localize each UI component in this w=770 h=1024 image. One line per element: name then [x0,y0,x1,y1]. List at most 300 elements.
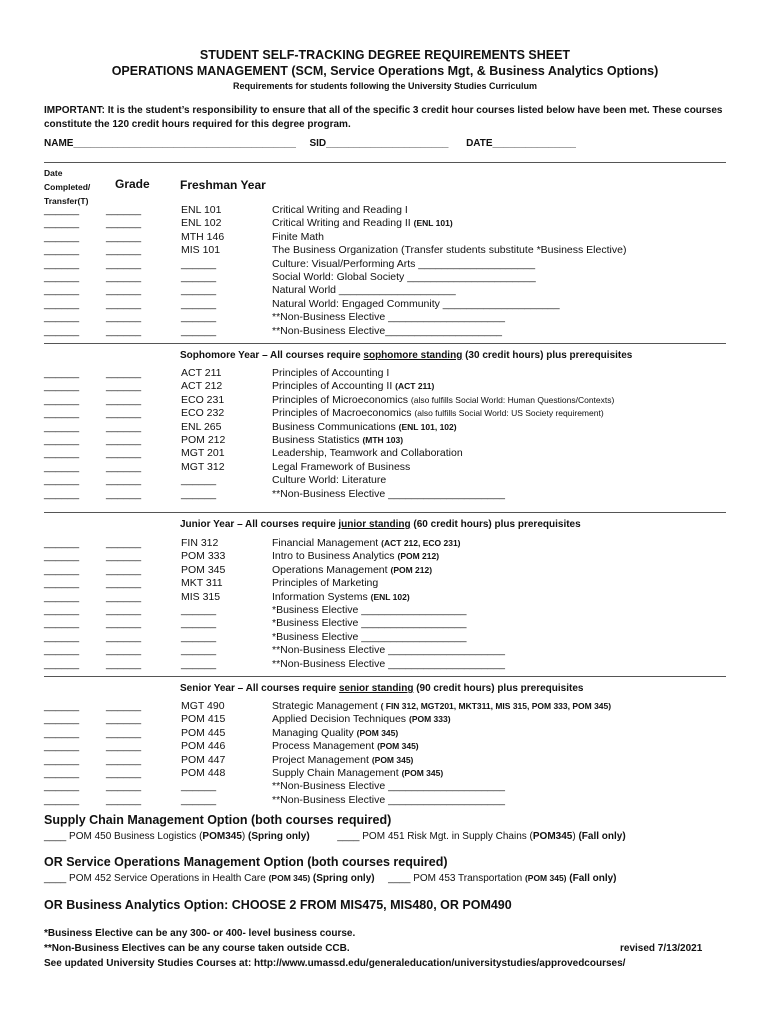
course-prereq: (ACT 212, ECO 231) [381,538,461,548]
date-completed-blank[interactable]: ______ [44,420,80,433]
course-title [272,407,604,420]
course-code: ACT 212 [181,380,223,393]
course-title-text: **Non-Business Elective ____________________ [272,644,505,657]
date-completed-blank[interactable]: ______ [44,644,80,657]
course-text: POM 450 Business Logistics ( [66,831,203,842]
course-title [272,244,626,257]
course-text: ) [572,831,579,842]
grade-blank[interactable]: ______ [106,550,142,563]
grade-blank[interactable]: ______ [106,657,142,670]
course-code: ______ [181,257,217,270]
course-title-text: Culture World: Literature [272,474,387,487]
course-code: ______ [181,793,217,806]
course-code: ______ [181,311,217,324]
course-row [0,474,770,487]
course-row [0,658,770,671]
course-code: MGT 490 [181,700,225,712]
course-title [272,380,434,393]
date-completed-blank[interactable]: ______ [44,367,80,379]
date-completed-blank[interactable]: ______ [44,604,80,616]
section-title-standing: senior standing [338,683,414,694]
divider [44,676,726,677]
course-row [0,244,770,257]
date-completed-blank[interactable]: ______ [44,563,80,576]
section-title-text: (30 credit hours) plus prerequisites [462,350,633,361]
course-code: ENL 101 [181,204,222,216]
course-title-text: Legal Framework of Business [272,460,411,473]
course-code: ______ [181,324,217,337]
course-title-text: *Business Elective __________________ [272,604,467,616]
course-row [0,284,770,297]
student-info-line [44,138,576,149]
course-code: ______ [181,297,217,310]
section-title-text: Junior Year – All courses require [180,519,339,530]
date-header-line: Date [44,168,63,178]
date-completed-blank[interactable]: ______ [44,244,80,257]
course-title-text: Critical Writing and Reading I [272,204,408,216]
course-prereq: (POM 345) [356,727,399,738]
grade-blank[interactable]: ______ [106,577,142,590]
course-row [0,434,770,447]
course-prereq: (POM 345) [524,873,567,883]
course-prereq: (ACT 211) [395,381,435,392]
date-field[interactable]: DATE_______________ [466,138,576,149]
course-text: POM 452 Service Operations in Health Care [66,873,269,884]
course-row [0,204,770,217]
course-title-text: Operations Management [272,563,391,576]
course-title-text: Supply Chain Management [272,767,402,779]
date-completed-blank[interactable]: ______ [44,740,80,753]
course-code: ______ [181,271,217,283]
course-title-text: Strategic Management [272,700,381,712]
course-row [0,564,770,577]
course-title-text: Natural World ____________________ [272,284,456,297]
grade-blank[interactable]: ______ [106,204,142,216]
grade-blank[interactable]: ______ [106,767,142,779]
date-completed-blank[interactable]: ______ [44,407,80,420]
pom453-checkbox[interactable]: ____ [388,873,411,884]
course-prereq: ( FIN 312, MGT201, MKT311, MIS 315, POM 333, POM 345) [380,701,612,711]
course-title-text: Finite Math [272,230,324,243]
date-completed-blank[interactable]: ______ [44,380,80,393]
course-row [0,713,770,726]
course-title-text: Applied Decision Techniques [272,713,409,726]
course-row [0,700,770,713]
course-title-text: Financial Management [272,537,382,549]
course-row [0,591,770,604]
date-completed-blank[interactable]: ______ [44,311,80,324]
course-title [272,658,505,671]
course-prereq: (ENL 101, 102) [398,421,457,432]
course-row [0,380,770,393]
date-completed-blank[interactable]: ______ [44,393,80,406]
course-text: POM 453 Transportation [410,873,525,884]
course-term: (Spring only) [310,873,375,884]
course-row [0,231,770,244]
name-field[interactable]: NAME________________________________________ [44,138,296,149]
grade-blank[interactable]: ______ [106,407,142,420]
course-title [272,591,410,604]
grade-blank[interactable]: ______ [106,434,142,446]
course-code: ______ [181,617,217,630]
grade-blank[interactable]: ______ [106,393,142,406]
grade-blank[interactable]: ______ [106,726,142,739]
date-column-header [44,166,90,208]
course-code: MGT 312 [181,460,225,473]
course-title [272,461,410,474]
course-term: (Spring only) [248,831,310,842]
course-title-text: **Non-Business Elective ____________________ [272,311,505,324]
grade-blank[interactable]: ______ [106,420,142,433]
som-option-courses [44,873,617,884]
course-prereq: (ENL 102) [370,591,410,602]
non-business-elective-note: **Non-Business Electives can be any course taken outside CCB. [44,943,350,954]
course-prereq: (POM 212) [397,551,440,562]
grade-blank[interactable]: ______ [106,644,142,657]
course-title [272,537,461,550]
date-completed-blank[interactable]: ______ [44,217,80,230]
course-row [0,767,770,780]
course-row [0,631,770,644]
course-row [0,740,770,753]
grade-blank[interactable]: ______ [106,284,142,297]
course-code: POM 212 [181,434,226,446]
date-completed-blank[interactable]: ______ [44,753,80,766]
course-title [272,794,505,807]
course-title-text: *Business Elective __________________ [272,617,467,630]
course-title-text: Critical Writing and Reading II [272,217,414,230]
junior-year-title [180,519,581,530]
course-title [272,644,505,657]
course-code: POM 448 [181,767,226,779]
course-row [0,550,770,563]
course-code: ______ [181,780,217,793]
course-prereq: POM345 [202,831,242,842]
course-prereq: (MTH 103) [362,435,404,445]
grade-blank[interactable]: ______ [106,713,142,726]
course-code: ENL 265 [181,420,222,433]
course-code: MKT 311 [181,577,223,590]
course-code: POM 333 [181,550,226,563]
som-option-title: OR Service Operations Management Option (both courses required) [44,855,448,869]
course-title [272,284,456,297]
course-text: ) [241,831,248,842]
grade-blank[interactable]: ______ [106,297,142,310]
course-title [272,577,378,590]
section-title-text: (60 credit hours) plus prerequisites [410,519,581,530]
course-title-text: **Non-Business Elective ____________________ [272,793,505,806]
date-completed-blank[interactable]: ______ [44,550,80,563]
section-title-standing: sophomore standing [363,350,463,361]
course-title-text: Principles of Macroeconomics [272,407,415,420]
course-row [0,298,770,311]
course-row [0,271,770,284]
course-prereq: (POM 212) [390,564,433,575]
program-title: OPERATIONS MANAGEMENT (SCM, Service Operations Mgt, & Business Analytics Options) [111,64,659,78]
course-title [272,740,419,753]
course-row [0,794,770,807]
date-completed-blank[interactable]: ______ [44,271,80,283]
grade-blank[interactable]: ______ [106,271,142,283]
university-studies-link[interactable]: See updated University Studies Courses at: http://www.umassd.edu/generaleducation/universitystudies/approvedcourses/ [44,958,626,969]
course-code: MGT 201 [181,447,225,460]
course-title-text: Managing Quality [272,726,357,739]
course-code: POM 447 [181,753,226,766]
grade-blank[interactable]: ______ [106,700,142,712]
course-title [272,631,466,644]
course-fulfills-note: (also fulfills Social World: Human Questions/Contexts) [410,394,615,405]
course-title [272,367,389,380]
grade-column-header: Grade [115,177,150,191]
course-title [272,231,324,244]
course-title [272,447,463,460]
course-code: POM 345 [181,563,226,576]
course-code: MTH 146 [181,230,225,243]
course-title-text: Principles of Accounting II [272,380,396,393]
course-prereq: (POM 345) [268,873,311,883]
date-completed-blank[interactable]: ______ [44,487,80,500]
course-title-text: Social World: Global Society ______________________ [272,271,536,283]
course-title [272,298,560,311]
date-completed-blank[interactable]: ______ [44,434,80,446]
course-title [272,271,536,284]
revised-date: revised 7/13/2021 [620,943,703,954]
date-completed-blank[interactable]: ______ [44,617,80,630]
course-row [0,644,770,657]
course-prereq: POM345 [532,831,573,842]
date-completed-blank[interactable]: ______ [44,230,80,243]
course-code: MIS 315 [181,590,221,603]
course-title [272,727,398,740]
date-completed-blank[interactable]: ______ [44,204,80,216]
course-title [272,204,408,217]
course-title-text: Business Statistics [272,434,363,446]
course-code: ______ [181,644,217,657]
course-title-text: Business Communications [272,420,399,433]
course-title-text: **Non-Business Elective ____________________ [272,487,505,500]
course-title [272,700,611,713]
scm-option-courses [44,831,626,842]
course-code: ______ [181,630,217,643]
course-title [272,258,535,271]
course-fulfills-note: (also fulfills Social World: US Society requirement) [414,408,604,419]
freshman-year-title: Freshman Year [180,178,266,192]
course-row [0,488,770,501]
course-title [272,421,457,434]
course-title [272,754,413,767]
grade-blank[interactable]: ______ [106,537,142,549]
course-row [0,461,770,474]
course-row [0,367,770,380]
course-row [0,407,770,420]
course-code: ______ [181,284,217,297]
date-completed-blank[interactable]: ______ [44,700,80,712]
course-title-text: **Non-Business Elective ____________________ [272,657,505,670]
course-code: MIS 101 [181,244,221,257]
course-row [0,311,770,324]
course-prereq: (POM 333) [408,714,451,725]
course-row [0,754,770,767]
ba-option-title: OR Business Analytics Option: CHOOSE 2 FROM MIS475, MIS480, OR POM490 [44,898,512,912]
course-code: ______ [181,657,217,670]
date-completed-blank[interactable]: ______ [44,297,80,310]
course-title-text: Principles of Marketing [272,577,379,590]
course-title-text: Principles of Microeconomics [272,393,411,406]
course-title [272,474,386,487]
course-title-text: Project Management [272,753,372,766]
date-completed-blank[interactable]: ______ [44,460,80,473]
pom451-checkbox[interactable]: ____ [337,831,360,842]
course-title-text: Information Systems [272,590,371,603]
course-row [0,394,770,407]
course-code: POM 446 [181,740,226,753]
course-title-text: The Business Organization (Transfer students substitute *Business Elective) [272,244,627,257]
section-title-text: Senior Year – All courses require [180,683,339,694]
grade-blank[interactable]: ______ [106,230,142,243]
date-completed-blank[interactable]: ______ [44,726,80,739]
course-title [272,780,505,793]
course-title-text: Leadership, Teamwork and Collaboration [272,447,463,460]
course-title-text: Culture: Visual/Performing Arts ____________________ [272,257,536,270]
course-title-text: Intro to Business Analytics [272,550,398,563]
course-title [272,550,439,563]
grade-blank[interactable]: ______ [106,244,142,257]
pom450-checkbox[interactable]: ____ [44,831,67,842]
section-title-text: Sophomore Year – All courses require [180,350,364,361]
grade-blank[interactable]: ______ [106,617,142,630]
grade-blank[interactable]: ______ [106,311,142,324]
course-title [272,604,466,617]
grade-blank[interactable]: ______ [106,447,142,460]
course-title [272,488,505,501]
course-row [0,447,770,460]
course-title [272,617,466,630]
grade-blank[interactable]: ______ [106,563,142,576]
sophomore-year-title [180,350,632,361]
course-row [0,421,770,434]
grade-blank[interactable]: ______ [106,257,142,270]
sheet-title: STUDENT SELF-TRACKING DEGREE REQUIREMENTS SHEET [199,48,571,62]
course-title-text: **Non-Business Elective____________________ [272,324,503,337]
date-completed-blank[interactable]: ______ [44,793,80,806]
grade-blank[interactable]: ______ [106,780,142,793]
grade-blank[interactable]: ______ [106,793,142,806]
course-code: POM 445 [181,726,226,739]
date-completed-blank[interactable]: ______ [44,577,80,590]
grade-blank[interactable]: ______ [106,630,142,643]
grade-blank[interactable]: ______ [106,604,142,616]
grade-blank[interactable]: ______ [106,590,142,603]
date-completed-blank[interactable]: ______ [44,767,80,779]
course-term: (Fall only) [578,831,626,842]
course-prereq: (ENL 101) [413,218,453,229]
grade-blank[interactable]: ______ [106,740,142,753]
course-code: ACT 211 [181,367,222,379]
grade-blank[interactable]: ______ [106,217,142,230]
course-row [0,577,770,590]
date-header-line: Transfer(T) [44,196,89,206]
course-title [272,713,451,726]
date-completed-blank[interactable]: ______ [44,537,80,549]
date-completed-blank[interactable]: ______ [44,590,80,603]
grade-blank[interactable]: ______ [106,367,142,379]
course-row [0,325,770,338]
course-row [0,537,770,550]
grade-blank[interactable]: ______ [106,474,142,487]
course-title [272,217,453,230]
grade-blank[interactable]: ______ [106,380,142,393]
course-title [272,394,614,407]
grade-blank[interactable]: ______ [106,460,142,473]
date-completed-blank[interactable]: ______ [44,657,80,670]
course-title [272,311,505,324]
course-title [272,767,443,780]
course-title-text: **Non-Business Elective ____________________ [272,780,505,793]
date-header-line: Completed/ [44,182,91,192]
date-completed-blank[interactable]: ______ [44,474,80,487]
course-prereq: (POM 345) [401,768,444,778]
course-text: POM 451 Risk Mgt. in Supply Chains ( [359,831,533,842]
course-title-text: Principles of Accounting I [272,367,390,379]
course-code: ECO 232 [181,407,225,420]
course-title [272,564,432,577]
sid-field[interactable]: SID______________________ [309,138,449,149]
grade-blank[interactable]: ______ [106,753,142,766]
course-title-text: Process Management [272,740,378,753]
scm-option-title: Supply Chain Management Option (both courses required) [44,813,392,827]
course-title-text: *Business Elective __________________ [272,630,467,643]
grade-blank[interactable]: ______ [106,487,142,500]
date-completed-blank[interactable]: ______ [44,447,80,460]
course-row [0,217,770,230]
business-elective-note: *Business Elective can be any 300- or 400- level business course. [44,928,356,939]
section-title-text: (90 credit hours) plus prerequisites [413,683,584,694]
section-title-standing: junior standing [338,519,411,530]
senior-year-title [180,683,583,694]
curriculum-subtitle: Requirements for students following the University Studies Curriculum [232,81,538,91]
date-completed-blank[interactable]: ______ [44,713,80,726]
important-notice: IMPORTANT: It is the student’s responsibility to ensure that all of the specific 3 credit hour courses listed below have been met. These courses constitute the 120 credit hours required for this degree program. [44,105,723,130]
grade-blank[interactable]: ______ [106,324,142,337]
course-title [272,434,403,447]
course-row [0,617,770,630]
course-row [0,780,770,793]
course-prereq: (POM 345) [371,754,414,765]
divider [44,512,726,513]
date-completed-blank[interactable]: ______ [44,324,80,337]
course-code: ECO 231 [181,393,225,406]
course-row [0,604,770,617]
date-completed-blank[interactable]: ______ [44,630,80,643]
divider [44,162,726,163]
course-prereq: (POM 345) [377,741,419,752]
course-code: ______ [181,487,217,500]
course-code: POM 415 [181,713,226,726]
date-completed-blank[interactable]: ______ [44,257,80,270]
course-row [0,727,770,740]
date-completed-blank[interactable]: ______ [44,780,80,793]
course-term: (Fall only) [566,873,617,884]
pom452-checkbox[interactable]: ____ [44,873,67,884]
date-completed-blank[interactable]: ______ [44,284,80,297]
course-title [272,325,502,338]
course-code: ______ [181,474,217,487]
divider [44,343,726,344]
course-row [0,258,770,271]
course-code: ______ [181,604,217,616]
course-code: FIN 312 [181,537,219,549]
course-title-text: Natural World: Engaged Community ____________________ [272,297,560,310]
